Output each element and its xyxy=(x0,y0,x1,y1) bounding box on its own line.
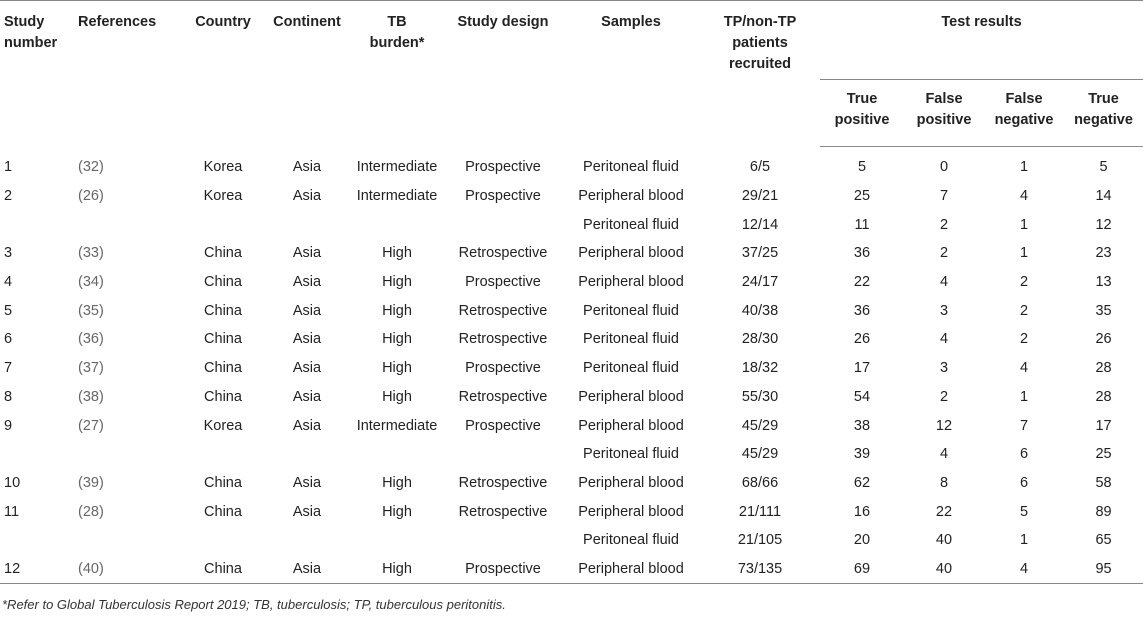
table-footnote: *Refer to Global Tuberculosis Report 2019; TB, tuberculosis; TP, tuberculous peritonitis. xyxy=(2,597,506,612)
cell-continent: Asia xyxy=(292,360,322,377)
cell-design: Retrospective xyxy=(458,503,548,520)
table-row xyxy=(0,469,1143,498)
cell-sample: Peripheral blood xyxy=(578,474,684,491)
cell-continent xyxy=(264,440,350,469)
cell-fp: 0 xyxy=(939,159,949,176)
cell-burden: High xyxy=(382,331,412,348)
cell-country: China xyxy=(204,388,242,405)
cell-continent: Asia xyxy=(292,331,322,348)
cell-ref: (37) xyxy=(78,360,104,377)
header-false-positive-label: False positive xyxy=(916,91,972,128)
cell-fn: 1 xyxy=(1019,532,1029,549)
cell-design: Prospective xyxy=(465,188,541,205)
cell-tn: 23 xyxy=(1095,245,1112,262)
cell-fp: 3 xyxy=(939,302,949,319)
cell-sample: Peripheral blood xyxy=(578,245,684,262)
cell-sample: Peritoneal fluid xyxy=(583,331,679,348)
cell-fp: 2 xyxy=(939,388,949,405)
cell-tn: 28 xyxy=(1095,388,1112,405)
cell-fn: 4 xyxy=(984,555,1064,584)
cell-fn: 7 xyxy=(1019,417,1029,434)
cell-tn: 17 xyxy=(1095,417,1112,434)
cell-tn: 58 xyxy=(1095,474,1112,491)
table-row xyxy=(0,526,1143,555)
cell-fp: 7 xyxy=(939,188,949,205)
cell-tp: 38 xyxy=(853,417,871,434)
cell-tn: 65 xyxy=(1095,532,1112,549)
cell-ref: (26) xyxy=(78,188,104,205)
header-false-negative xyxy=(984,80,1064,147)
cell-recruited: 68/66 xyxy=(741,474,779,491)
table-row xyxy=(0,210,1143,239)
cell-burden xyxy=(350,440,444,469)
header-samples: Samples xyxy=(601,14,661,30)
cell-fp: 22 xyxy=(935,503,953,520)
cell-recruited: 73/135 xyxy=(700,555,820,584)
cell-tn: 95 xyxy=(1064,555,1143,584)
cell-burden: High xyxy=(382,302,412,319)
cell-recruited: 45/29 xyxy=(741,417,779,434)
cell-ref: (27) xyxy=(78,417,104,434)
cell-fp: 2 xyxy=(939,216,949,233)
cell-study: 9 xyxy=(4,417,13,434)
cell-fp: 4 xyxy=(939,331,949,348)
cell-study: 8 xyxy=(4,388,13,405)
cell-sample: Peritoneal fluid xyxy=(583,360,679,377)
cell-study xyxy=(0,526,74,555)
cell-burden: High xyxy=(382,388,412,405)
header-recruited xyxy=(700,1,820,147)
cell-study: 5 xyxy=(4,302,13,319)
cell-fn: 1 xyxy=(1019,245,1029,262)
cell-sample: Peripheral blood xyxy=(578,188,684,205)
cell-fn: 6 xyxy=(1019,446,1029,463)
header-true-positive-label: True positive xyxy=(834,91,890,128)
cell-design xyxy=(444,440,562,469)
cell-design: Retrospective xyxy=(458,331,548,348)
cell-tp: 39 xyxy=(853,446,871,463)
header-false-negative-label: False negative xyxy=(994,91,1054,128)
cell-tn: 5 xyxy=(1099,159,1108,176)
cell-design: Retrospective xyxy=(458,245,548,262)
cell-tp: 62 xyxy=(853,474,871,491)
cell-country: Korea xyxy=(203,159,243,176)
cell-sample: Peritoneal fluid xyxy=(583,216,679,233)
table-row xyxy=(0,296,1143,325)
cell-recruited: 21/111 xyxy=(738,503,782,520)
table-row xyxy=(0,354,1143,383)
cell-ref: (35) xyxy=(78,302,104,319)
cell-design: Retrospective xyxy=(458,302,548,319)
cell-design: Prospective xyxy=(444,555,562,584)
header-row xyxy=(0,1,1143,80)
cell-country: China xyxy=(204,503,242,520)
cell-study xyxy=(0,210,74,239)
cell-tn: 28 xyxy=(1095,360,1112,377)
cell-continent: Asia xyxy=(292,503,322,520)
cell-burden: High xyxy=(382,274,412,291)
cell-sample: Peritoneal fluid xyxy=(583,159,679,176)
cell-country xyxy=(182,210,264,239)
cell-recruited: 18/32 xyxy=(741,360,779,377)
cell-ref: (34) xyxy=(78,274,104,291)
table-row xyxy=(0,555,1143,584)
cell-tn: 14 xyxy=(1095,188,1112,205)
cell-fn: 4 xyxy=(1019,188,1029,205)
cell-fp: 2 xyxy=(939,245,949,262)
cell-fp: 4 xyxy=(939,274,949,291)
table-row xyxy=(0,239,1143,268)
cell-ref xyxy=(74,526,182,555)
cell-burden: High xyxy=(382,474,412,491)
cell-study xyxy=(0,440,74,469)
cell-tn: 89 xyxy=(1095,503,1112,520)
cell-tp: 36 xyxy=(853,245,871,262)
cell-design: Retrospective xyxy=(458,474,548,491)
cell-continent: Asia xyxy=(292,245,322,262)
cell-burden: High xyxy=(350,555,444,584)
cell-continent xyxy=(264,526,350,555)
table-row xyxy=(0,383,1143,412)
cell-study: 12 xyxy=(0,555,74,584)
cell-sample: Peritoneal fluid xyxy=(583,532,679,549)
cell-continent: Asia xyxy=(292,188,322,205)
cell-burden: Intermediate xyxy=(356,188,438,205)
cell-sample: Peripheral blood xyxy=(562,555,700,584)
cell-tp: 20 xyxy=(853,532,871,549)
table-row xyxy=(0,325,1143,354)
header-continent: Continent xyxy=(273,14,341,30)
cell-tp: 16 xyxy=(853,503,871,520)
cell-fp: 40 xyxy=(904,555,984,584)
cell-study: 4 xyxy=(4,274,13,291)
cell-fn: 4 xyxy=(1019,360,1029,377)
cell-recruited: 28/30 xyxy=(741,331,779,348)
cell-ref: (38) xyxy=(78,388,104,405)
header-true-positive xyxy=(820,80,904,147)
cell-tp: 26 xyxy=(853,331,871,348)
header-study-number: Study number xyxy=(4,14,58,51)
cell-country xyxy=(182,526,264,555)
cell-design: Prospective xyxy=(465,360,541,377)
table-body xyxy=(0,147,1143,584)
table-row xyxy=(0,411,1143,440)
cell-tp: 54 xyxy=(853,388,871,405)
cell-recruited: 24/17 xyxy=(741,274,779,291)
cell-ref xyxy=(74,440,182,469)
cell-tp: 36 xyxy=(853,302,871,319)
cell-recruited: 45/29 xyxy=(741,446,779,463)
header-recruited-label: TP/non-TP patients recruited xyxy=(723,14,797,72)
cell-tp: 69 xyxy=(820,555,904,584)
cell-continent: Asia xyxy=(292,474,322,491)
cell-design: Prospective xyxy=(465,417,541,434)
cell-continent: Asia xyxy=(264,555,350,584)
cell-sample: Peritoneal fluid xyxy=(583,446,679,463)
cell-tp: 22 xyxy=(853,274,871,291)
cell-study: 1 xyxy=(4,159,13,176)
cell-tn: 35 xyxy=(1095,302,1112,319)
cell-tn: 25 xyxy=(1095,446,1112,463)
cell-continent: Asia xyxy=(292,388,322,405)
cell-country: China xyxy=(204,274,242,291)
cell-sample: Peripheral blood xyxy=(578,503,684,520)
cell-burden xyxy=(350,210,444,239)
cell-fp: 3 xyxy=(939,360,949,377)
cell-study: 10 xyxy=(4,474,21,491)
header-true-negative-label: True negative xyxy=(1074,91,1133,128)
cell-burden: High xyxy=(382,360,412,377)
cell-tp: 17 xyxy=(853,360,871,377)
cell-fn: 1 xyxy=(1019,216,1029,233)
cell-continent: Asia xyxy=(292,274,322,291)
cell-design: Prospective xyxy=(465,159,541,176)
cell-fn: 2 xyxy=(1019,274,1029,291)
table-row xyxy=(0,497,1143,526)
cell-tn: 12 xyxy=(1095,216,1112,233)
cell-sample: Peritoneal fluid xyxy=(583,302,679,319)
cell-ref: (28) xyxy=(78,503,104,520)
cell-ref: (39) xyxy=(78,474,104,491)
cell-country: China xyxy=(182,555,264,584)
cell-fp: 40 xyxy=(935,532,953,549)
cell-design: Retrospective xyxy=(458,388,548,405)
cell-fn: 1 xyxy=(1019,159,1029,176)
header-country: Country xyxy=(195,14,251,30)
cell-fn: 2 xyxy=(1019,302,1029,319)
header-tb-burden xyxy=(350,1,444,147)
table-row xyxy=(0,440,1143,469)
cell-study: 2 xyxy=(4,188,13,205)
cell-continent: Asia xyxy=(292,159,322,176)
cell-country: China xyxy=(204,302,242,319)
cell-tp: 11 xyxy=(854,216,870,233)
cell-fp: 12 xyxy=(935,417,953,434)
cell-recruited: 37/25 xyxy=(741,245,779,262)
cell-fn: 2 xyxy=(1019,331,1029,348)
cell-country: China xyxy=(204,245,242,262)
cell-country xyxy=(182,440,264,469)
cell-sample: Peripheral blood xyxy=(578,274,684,291)
cell-burden: Intermediate xyxy=(356,417,438,434)
cell-burden: High xyxy=(382,245,412,262)
cell-design xyxy=(444,210,562,239)
cell-study: 6 xyxy=(4,331,13,348)
cell-ref: (33) xyxy=(78,245,104,262)
header-study-design: Study design xyxy=(457,14,549,30)
cell-tn: 26 xyxy=(1095,331,1112,348)
cell-ref: (36) xyxy=(78,331,104,348)
cell-burden: Intermediate xyxy=(356,159,438,176)
cell-country: China xyxy=(204,360,242,377)
cell-fn: 1 xyxy=(1019,388,1029,405)
cell-tn: 13 xyxy=(1095,274,1112,291)
table-row xyxy=(0,153,1143,182)
cell-recruited: 40/38 xyxy=(741,302,779,319)
header-true-negative xyxy=(1064,80,1143,147)
cell-fn: 5 xyxy=(1019,503,1029,520)
cell-ref xyxy=(74,210,182,239)
cell-country: Korea xyxy=(203,188,243,205)
cell-sample: Peripheral blood xyxy=(578,388,684,405)
cell-recruited: 6/5 xyxy=(749,159,771,176)
cell-continent: Asia xyxy=(292,302,322,319)
cell-ref: (40) xyxy=(74,555,182,584)
cell-recruited: 12/14 xyxy=(741,216,779,233)
header-test-results: Test results xyxy=(820,1,1143,80)
cell-recruited: 21/105 xyxy=(737,532,783,549)
header-tb-burden-label: TB burden* xyxy=(369,14,425,51)
header-false-positive xyxy=(904,80,984,147)
table-row xyxy=(0,182,1143,211)
cell-design xyxy=(444,526,562,555)
cell-country: China xyxy=(204,474,242,491)
cell-recruited: 29/21 xyxy=(741,188,779,205)
cell-sample: Peripheral blood xyxy=(578,417,684,434)
cell-country: China xyxy=(204,331,242,348)
cell-tp: 5 xyxy=(857,159,867,176)
cell-country: Korea xyxy=(203,417,243,434)
cell-fp: 8 xyxy=(939,474,949,491)
header-references: References xyxy=(78,14,157,30)
cell-ref: (32) xyxy=(78,159,104,176)
cell-continent xyxy=(264,210,350,239)
cell-continent: Asia xyxy=(292,417,322,434)
cell-fn: 6 xyxy=(1019,474,1029,491)
cell-tp: 25 xyxy=(853,188,871,205)
table-row xyxy=(0,268,1143,297)
cell-recruited: 55/30 xyxy=(741,388,779,405)
cell-burden: High xyxy=(382,503,412,520)
cell-design: Prospective xyxy=(465,274,541,291)
cell-study: 3 xyxy=(4,245,13,262)
cell-study: 7 xyxy=(4,360,13,377)
cell-burden xyxy=(350,526,444,555)
cell-study: 11 xyxy=(4,503,20,520)
cell-fp: 4 xyxy=(939,446,949,463)
